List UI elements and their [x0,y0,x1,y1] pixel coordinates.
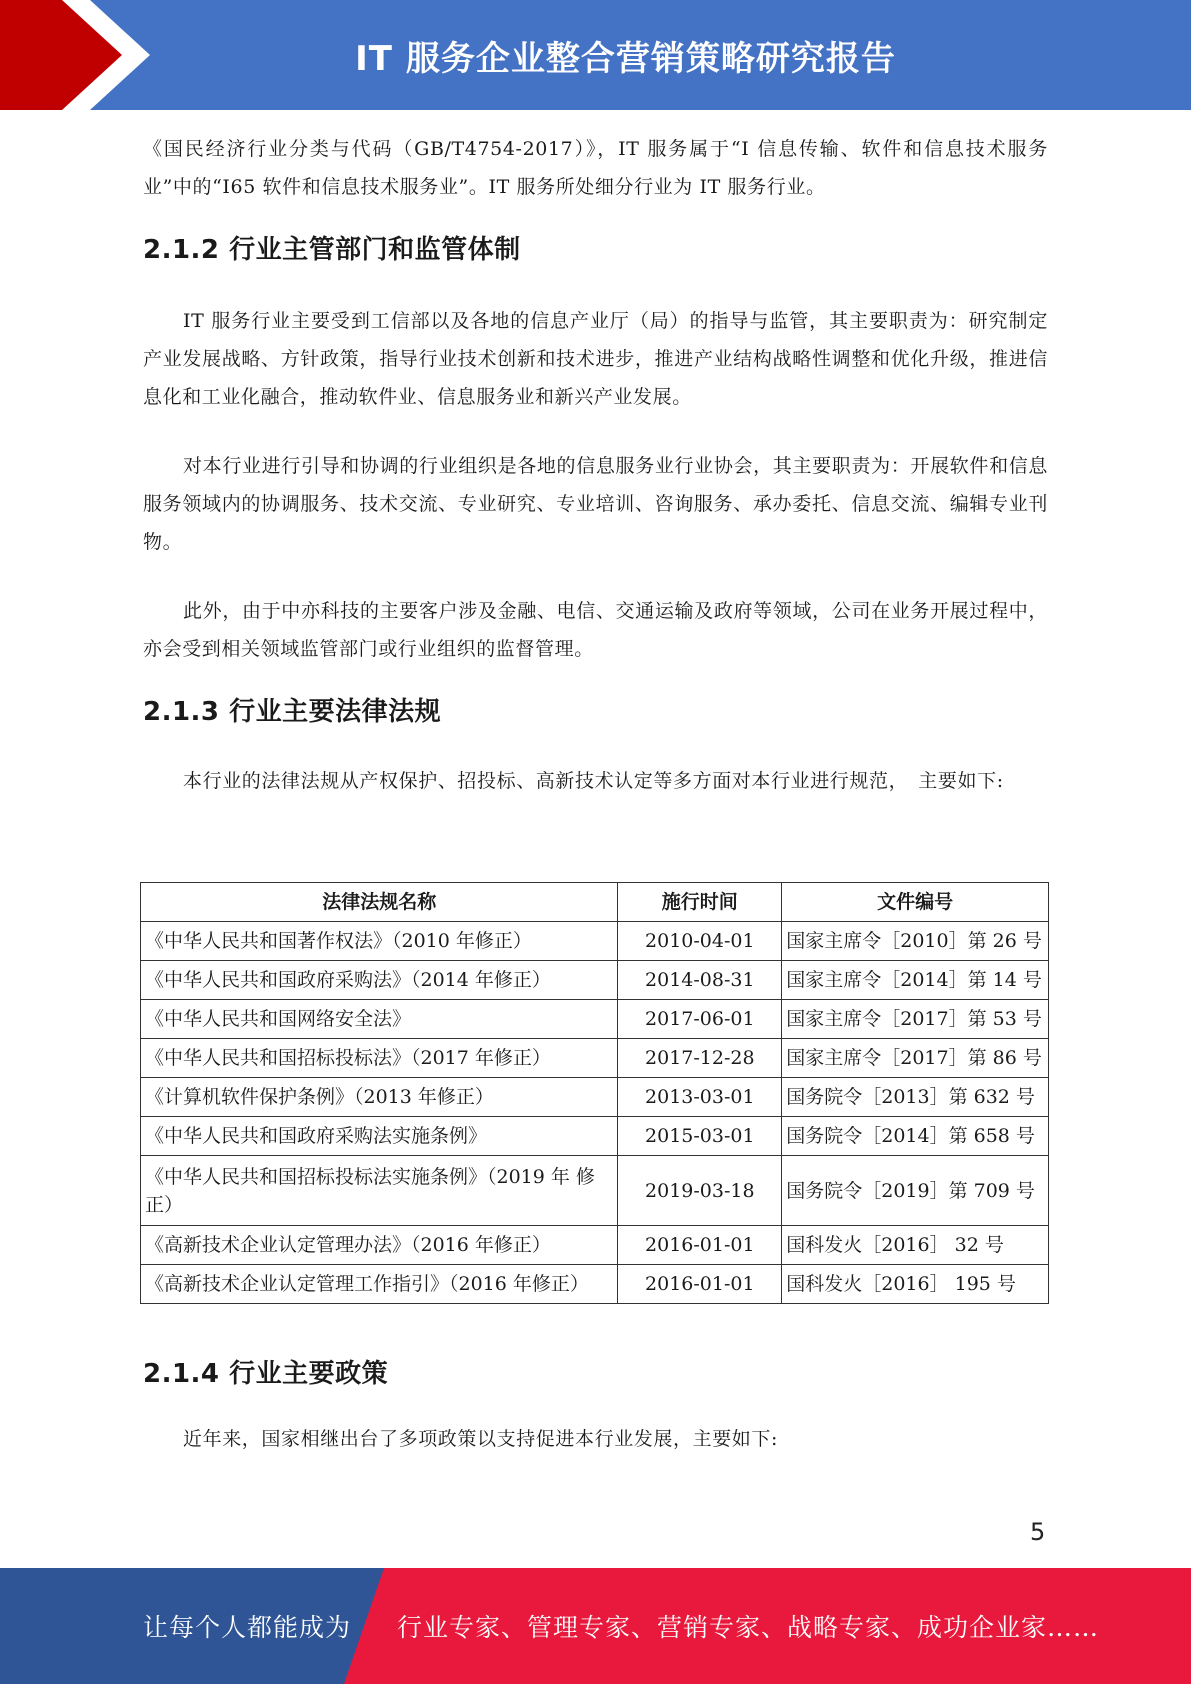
effective-date-cell: 2016-01-01 [618,1226,782,1265]
law-name-cell: 《计算机软件保护条例》（2013 年修正） [141,1078,618,1117]
column-header: 施行时间 [618,883,782,922]
effective-date-cell: 2019-03-18 [618,1156,782,1226]
table-row [141,1039,1049,1078]
column-header: 法律法规名称 [141,883,618,922]
laws-table [140,882,1049,1304]
paragraph: IT 服务行业主要受到工信部以及各地的信息产业厅（局）的指导与监管，其主要职责为：研究制定产业发展战略、方针政策，指导行业技术创新和技术进步，推进产业结构战略性调整和优化升级，推进信息化和工业化融合，推动软件业、信息服务业和新兴产业发展。 [143,310,1048,408]
document-number-cell: 国科发火［2016］ 195 号 [782,1265,1049,1304]
effective-date-cell: 2017-12-28 [618,1039,782,1078]
table-row [141,1265,1049,1304]
table-row [141,1226,1049,1265]
section-2-1-4 [143,1354,1048,1458]
table-row [141,1000,1049,1039]
table-row [141,1156,1049,1226]
paragraph: 近年来，国家相继出台了多项政策以支持促进本行业发展，主要如下: [183,1428,779,1450]
table-row [141,922,1049,961]
document-number-cell: 国家主席令［2010］第 26 号 [782,922,1049,961]
document-number-cell: 国家主席令［2017］第 53 号 [782,1000,1049,1039]
page-header [0,0,1191,110]
effective-date-cell: 2016-01-01 [618,1265,782,1304]
page-content [143,130,1048,800]
law-name-cell: 《中华人民共和国著作权法》（2010 年修正） [141,922,618,961]
law-name-cell: 《中华人民共和国政府采购法实施条例》 [141,1117,618,1156]
page-footer [0,1568,1191,1684]
table-row [141,1078,1049,1117]
document-number-cell: 国务院令［2013］第 632 号 [782,1078,1049,1117]
footer-slogan-right: 行业专家、管理专家、营销专家、战略专家、成功企业家…… [397,1613,1100,1642]
intro-paragraph: 《国民经济行业分类与代码（GB/T4754-2017）》，IT 服务属于“I 信息传输、软件和信息技术服务业”中的“I65 软件和信息技术服务业”。IT 服务所处细分行业为 IT 服务行业。 [143,138,1048,198]
document-number-cell: 国务院令［2019］第 709 号 [782,1156,1049,1226]
law-name-cell: 《高新技术企业认定管理工作指引》（2016 年修正） [141,1265,618,1304]
column-header: 文件编号 [782,883,1049,922]
section-heading-2-1-2: 2.1.2 行业主管部门和监管体制 [143,235,521,265]
law-name-cell: 《中华人民共和国招标投标法》（2017 年修正） [141,1039,618,1078]
section-heading-2-1-3: 2.1.3 行业主要法律法规 [143,697,442,727]
paragraph: 本行业的法律法规从产权保护、招投标、高新技术认定等多方面对本行业进行规范， 主要如下: [183,770,1004,792]
paragraph: 此外，由于中亦科技的主要客户涉及金融、电信、交通运输及政府等领域，公司在业务开展过程中，亦会受到相关领域监管部门或行业组织的监督管理。 [143,600,1048,660]
table-row [141,1117,1049,1156]
table-row [141,961,1049,1000]
footer-slogan-left: 让每个人都能成为 [143,1613,352,1642]
effective-date-cell: 2014-08-31 [618,961,782,1000]
section-heading-2-1-4: 2.1.4 行业主要政策 [143,1359,389,1389]
effective-date-cell: 2013-03-01 [618,1078,782,1117]
effective-date-cell: 2017-06-01 [618,1000,782,1039]
law-name-cell: 《中华人民共和国政府采购法》（2014 年修正） [141,961,618,1000]
paragraph: 对本行业进行引导和协调的行业组织是各地的信息服务业行业协会，其主要职责为：开展软件和信息服务领域内的协调服务、技术交流、专业研究、专业培训、咨询服务、承办委托、信息交流、编辑专业刊物。 [143,455,1048,553]
document-number-cell: 国科发火［2016］ 32 号 [782,1226,1049,1265]
law-name-cell: 《中华人民共和国网络安全法》 [141,1000,618,1039]
report-title: IT 服务企业整合营销策略研究报告 [355,38,896,79]
law-name-cell: 《高新技术企业认定管理办法》（2016 年修正） [141,1226,618,1265]
effective-date-cell: 2015-03-01 [618,1117,782,1156]
effective-date-cell: 2010-04-01 [618,922,782,961]
document-number-cell: 国家主席令［2014］第 14 号 [782,961,1049,1000]
document-number-cell: 国家主席令［2017］第 86 号 [782,1039,1049,1078]
table-header-row [141,883,1049,922]
page-number: 5 [1030,1518,1046,1546]
law-name-cell: 《中华人民共和国招标投标法实施条例》（2019 年 修正） [141,1156,618,1226]
document-number-cell: 国务院令［2014］第 658 号 [782,1117,1049,1156]
